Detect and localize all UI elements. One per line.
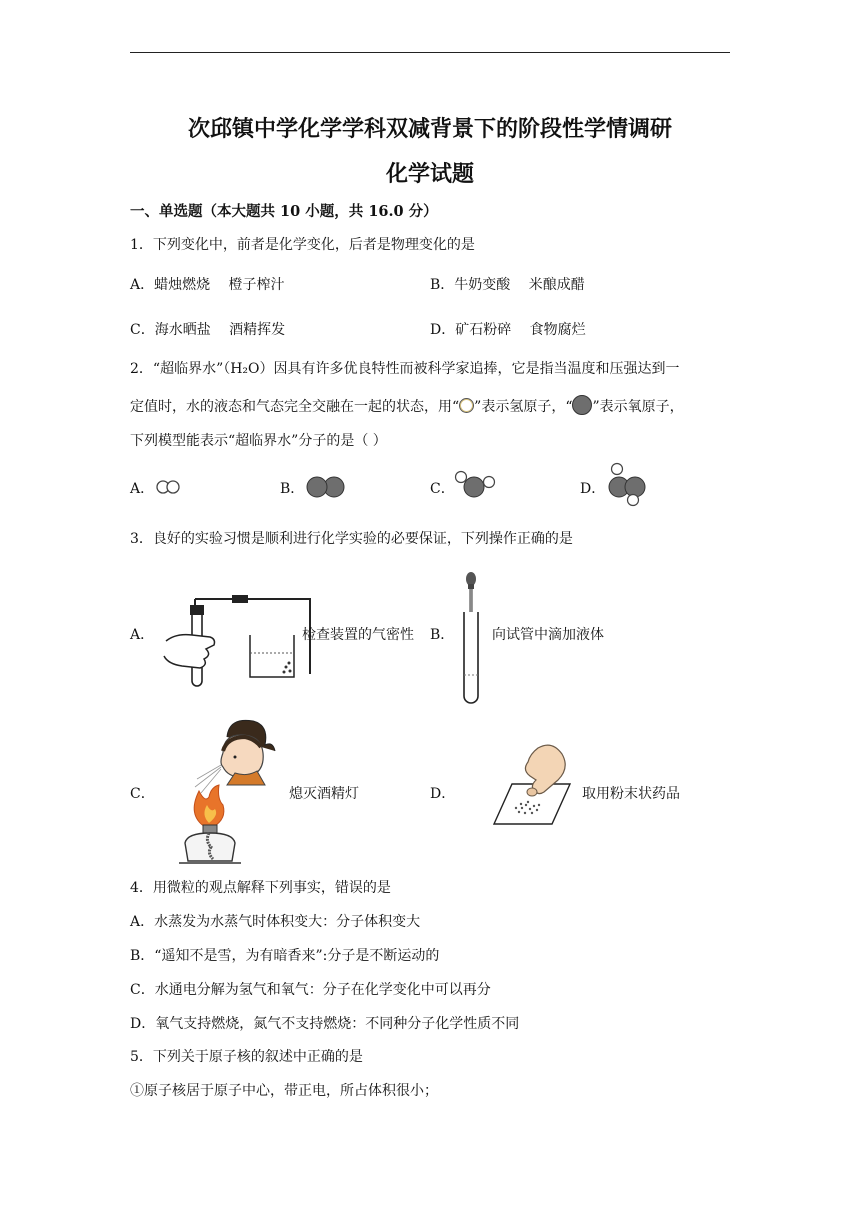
exam-title: 次邱镇中学化学学科双减背景下的阶段性学情调研 bbox=[187, 116, 672, 142]
q4-option-c: C．水通电分解为氢气和氧气：分子在化学变化中可以再分 bbox=[130, 982, 491, 998]
q1-option-b: B．牛奶变酸 米酿成醋 bbox=[430, 277, 585, 293]
q2-line1: 2．“超临界水”（H₂O）因具有许多优良特性而被科学家追捧，它是指当温度和压强达到一 bbox=[130, 361, 680, 377]
q2-line2 bbox=[130, 395, 684, 416]
q3-label-b: B． bbox=[430, 627, 455, 643]
molecule-model-d-icon bbox=[603, 462, 651, 506]
q2-line3: 下列模型能表示“超临界水”分子的是（ ） bbox=[130, 433, 387, 449]
section-heading: 一、单选题（本大题共 10 小题，共 16.0 分） bbox=[130, 203, 438, 220]
q2-label-b: B． bbox=[280, 481, 305, 497]
q4-option-d: D．氧气支持燃烧，氮气不支持燃烧：不同种分子化学性质不同 bbox=[130, 1016, 520, 1032]
q3-caption-d: 取用粉末状药品 bbox=[582, 786, 680, 802]
q4-option-b: B．“遥知不是雪，为有暗香来”:分子是不断运动的 bbox=[130, 948, 440, 964]
q1-option-d: D．矿石粉碎 食物腐烂 bbox=[430, 322, 586, 338]
q4-option-a: A．水蒸发为水蒸气时体积变大：分子体积变大 bbox=[130, 914, 421, 930]
molecule-model-c-icon bbox=[454, 470, 498, 500]
q3-stem: 3．良好的实验习惯是顺利进行化学实验的必要保证，下列操作正确的是 bbox=[130, 531, 573, 547]
airtightness-check-figure bbox=[158, 583, 303, 688]
q1-stem: 1．下列变化中，前者是化学变化，后者是物理变化的是 bbox=[130, 237, 475, 253]
q2-line2-part-a: 定值时，水的液态和气态完全交融在一起的状态，用“ bbox=[130, 399, 460, 415]
q3-caption-a: 检查装置的气密性 bbox=[302, 627, 414, 643]
q5-item-1: ①原子核居于原子中心，带正电，所占体积很小； bbox=[130, 1083, 438, 1099]
q1-option-a: A．蜡烛燃烧 橙子榨汁 bbox=[130, 277, 285, 293]
blowing-out-lamp-figure bbox=[165, 715, 280, 867]
q3-label-d: D． bbox=[430, 786, 456, 802]
q2-label-a: A． bbox=[130, 481, 155, 497]
oxygen-atom-legend-icon bbox=[572, 395, 592, 415]
q5-stem: 5．下列关于原子核的叙述中正确的是 bbox=[130, 1049, 363, 1065]
molecule-model-b-icon bbox=[305, 474, 349, 500]
q3-caption-b: 向试管中滴加液体 bbox=[492, 627, 604, 643]
q1-option-c: C．海水晒盐 酒精挥发 bbox=[130, 322, 286, 338]
powder-on-paper-figure bbox=[492, 742, 572, 830]
q2-line2-part-b: ”表示氢原子，“ bbox=[474, 399, 573, 415]
q3-caption-c: 熄灭酒精灯 bbox=[289, 786, 359, 802]
q2-label-c: C． bbox=[430, 481, 455, 497]
q2-label-d: D． bbox=[580, 481, 606, 497]
exam-subtitle: 化学试题 bbox=[385, 161, 474, 187]
hydrogen-atom-legend-icon bbox=[459, 398, 474, 413]
dropper-test-tube-figure bbox=[455, 570, 487, 705]
molecule-model-a-icon bbox=[156, 476, 186, 500]
q3-label-c: C． bbox=[130, 786, 155, 802]
header-rule bbox=[130, 52, 730, 53]
q2-line2-part-c: ”表示氧原子， bbox=[592, 399, 684, 415]
q3-label-a: A． bbox=[130, 627, 155, 643]
q4-stem: 4．用微粒的观点解释下列事实，错误的是 bbox=[130, 880, 391, 896]
